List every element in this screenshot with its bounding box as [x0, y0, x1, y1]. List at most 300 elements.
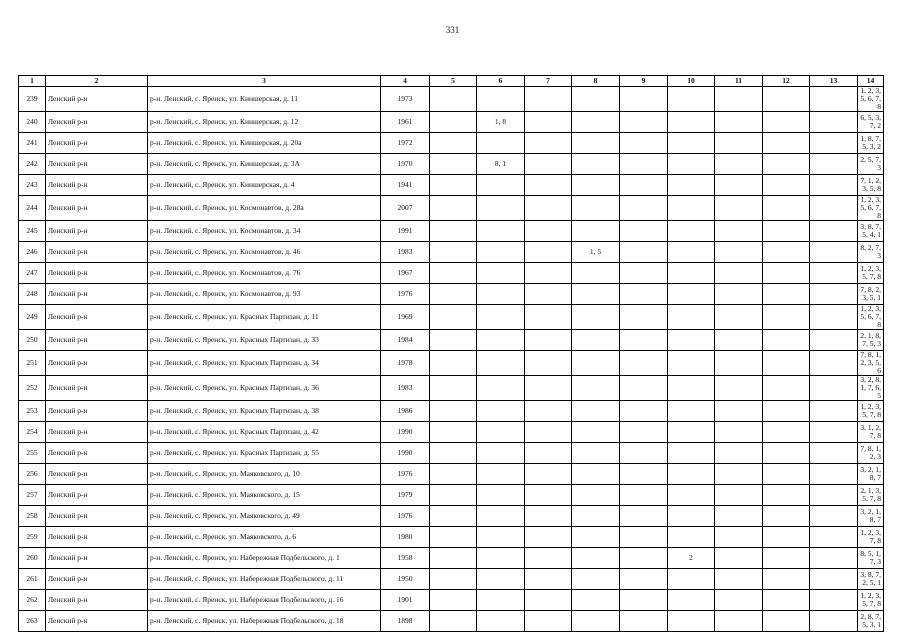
- district-cell: Ленский р-н: [46, 87, 148, 112]
- year-cell: 1941: [381, 175, 430, 196]
- col-5-cell: [430, 376, 477, 401]
- col-9-cell: [620, 263, 668, 284]
- address-cell: р-н. Ленский, с. Яренск, ул. Киншерская, д. 12: [148, 112, 381, 133]
- year-cell: 1973: [381, 87, 430, 112]
- col-14-cell: 7, 8, 1, 2, 3: [858, 443, 884, 464]
- col-6-cell: [477, 422, 525, 443]
- col-9-cell: [620, 196, 668, 221]
- col-7-cell: [525, 569, 572, 590]
- col-10-cell: [668, 376, 715, 401]
- col-10-cell: [668, 133, 715, 154]
- year-cell: 1958: [381, 548, 430, 569]
- col-14-cell: 3, 8, 7, 2, 5, 1: [858, 569, 884, 590]
- col-9-cell: [620, 284, 668, 305]
- address-cell: р-н. Ленский, с. Яренск, ул. Набережная Подбельского, д. 1: [148, 548, 381, 569]
- year-cell: 1980: [381, 527, 430, 548]
- col-9-cell: [620, 422, 668, 443]
- col-13-cell: [810, 305, 858, 330]
- table-row: [19, 154, 884, 175]
- address-cell: р-н. Ленский, с. Яренск, ул. Космонавтов, д. 46: [148, 242, 381, 263]
- col-9-cell: [620, 443, 668, 464]
- col-11-cell: [715, 485, 763, 506]
- col-8-cell: [572, 133, 620, 154]
- district-cell: Ленский р-н: [46, 133, 148, 154]
- column-header-8: 8: [572, 76, 620, 87]
- col-10-cell: [668, 422, 715, 443]
- district-cell: Ленский р-н: [46, 590, 148, 611]
- address-cell: р-н. Ленский, с. Яренск, ул. Красных Партизан, д. 33: [148, 330, 381, 351]
- col-10-cell: [668, 464, 715, 485]
- column-header-5: 5: [430, 76, 477, 87]
- col-10-cell: [668, 527, 715, 548]
- address-cell: р-н. Ленский, с. Яренск, ул. Красных Партизан, д. 11: [148, 305, 381, 330]
- col-10-cell: [668, 351, 715, 376]
- col-10-cell: [668, 401, 715, 422]
- col-12-cell: [763, 376, 810, 401]
- col-8-cell: [572, 221, 620, 242]
- district-cell: Ленский р-н: [46, 284, 148, 305]
- col-6-cell: 8, 1: [477, 154, 525, 175]
- col-6-cell: [477, 196, 525, 221]
- col-12-cell: [763, 401, 810, 422]
- table-row: [19, 527, 884, 548]
- address-cell: р-н. Ленский, с. Яренск, ул. Киншерская, д. 3А: [148, 154, 381, 175]
- col-8-cell: [572, 351, 620, 376]
- address-cell: р-н. Ленский, с. Яренск, ул. Красных Партизан, д. 55: [148, 443, 381, 464]
- col-9-cell: [620, 590, 668, 611]
- table-row: [19, 401, 884, 422]
- col-11-cell: [715, 284, 763, 305]
- col-12-cell: [763, 133, 810, 154]
- table-row: [19, 569, 884, 590]
- row-number-cell: 260: [19, 548, 46, 569]
- col-13-cell: [810, 330, 858, 351]
- col-7-cell: [525, 376, 572, 401]
- col-13-cell: [810, 133, 858, 154]
- row-number-cell: 249: [19, 305, 46, 330]
- col-9-cell: [620, 154, 668, 175]
- col-6-cell: [477, 305, 525, 330]
- col-7-cell: [525, 590, 572, 611]
- address-cell: р-н. Ленский, с. Яренск, ул. Набережная Подбельского, д. 16: [148, 590, 381, 611]
- row-number-cell: 255: [19, 443, 46, 464]
- district-cell: Ленский р-н: [46, 548, 148, 569]
- table-row: [19, 330, 884, 351]
- table-row: [19, 87, 884, 112]
- col-8-cell: [572, 464, 620, 485]
- col-13-cell: [810, 548, 858, 569]
- table-row: [19, 133, 884, 154]
- col-13-cell: [810, 569, 858, 590]
- col-13-cell: [810, 443, 858, 464]
- col-10-cell: [668, 242, 715, 263]
- col-8-cell: [572, 401, 620, 422]
- col-5-cell: [430, 112, 477, 133]
- col-12-cell: [763, 506, 810, 527]
- col-12-cell: [763, 242, 810, 263]
- col-8-cell: 1, 5: [572, 242, 620, 263]
- col-11-cell: [715, 263, 763, 284]
- address-cell: р-н. Ленский, с. Яренск, ул. Красных Партизан, д. 36: [148, 376, 381, 401]
- row-number-cell: 256: [19, 464, 46, 485]
- col-5-cell: [430, 351, 477, 376]
- col-5-cell: [430, 485, 477, 506]
- col-14-cell: 1, 2, 3, 5, 7, 8: [858, 590, 884, 611]
- col-5-cell: [430, 175, 477, 196]
- col-10-cell: [668, 112, 715, 133]
- col-13-cell: [810, 376, 858, 401]
- table-row: [19, 175, 884, 196]
- column-header-2: 2: [46, 76, 148, 87]
- col-14-cell: 1, 2, 3, 5, 7, 8: [858, 401, 884, 422]
- col-5-cell: [430, 401, 477, 422]
- col-13-cell: [810, 175, 858, 196]
- col-12-cell: [763, 284, 810, 305]
- col-8-cell: [572, 154, 620, 175]
- address-cell: р-н. Ленский, с. Яренск, ул. Киншерская, д. 11: [148, 87, 381, 112]
- col-5-cell: [430, 196, 477, 221]
- col-10-cell: [668, 443, 715, 464]
- address-cell: р-н. Ленский, с. Яренск, ул. Космонавтов, д. 34: [148, 221, 381, 242]
- col-9-cell: [620, 569, 668, 590]
- row-number-cell: 258: [19, 506, 46, 527]
- district-cell: Ленский р-н: [46, 263, 148, 284]
- year-cell: 1990: [381, 443, 430, 464]
- col-7-cell: [525, 221, 572, 242]
- year-cell: 1969: [381, 305, 430, 330]
- year-cell: 1990: [381, 422, 430, 443]
- col-13-cell: [810, 263, 858, 284]
- col-11-cell: [715, 221, 763, 242]
- district-cell: Ленский р-н: [46, 611, 148, 632]
- col-8-cell: [572, 87, 620, 112]
- district-cell: Ленский р-н: [46, 242, 148, 263]
- col-11-cell: [715, 242, 763, 263]
- col-6-cell: [477, 569, 525, 590]
- table-row: [19, 485, 884, 506]
- col-8-cell: [572, 611, 620, 632]
- col-9-cell: [620, 611, 668, 632]
- col-7-cell: [525, 443, 572, 464]
- col-8-cell: [572, 443, 620, 464]
- col-10-cell: [668, 175, 715, 196]
- col-11-cell: [715, 330, 763, 351]
- row-number-cell: 246: [19, 242, 46, 263]
- col-6-cell: [477, 175, 525, 196]
- district-cell: Ленский р-н: [46, 175, 148, 196]
- col-6-cell: 1, 8: [477, 112, 525, 133]
- col-8-cell: [572, 422, 620, 443]
- col-14-cell: 1, 2, 3, 5, 7, 8: [858, 263, 884, 284]
- col-12-cell: [763, 87, 810, 112]
- col-13-cell: [810, 351, 858, 376]
- col-11-cell: [715, 154, 763, 175]
- table-row: [19, 611, 884, 632]
- col-13-cell: [810, 284, 858, 305]
- table-row: [19, 305, 884, 330]
- col-7-cell: [525, 330, 572, 351]
- col-8-cell: [572, 175, 620, 196]
- col-7-cell: [525, 422, 572, 443]
- col-14-cell: 2, 1, 3, 5, 7, 8: [858, 485, 884, 506]
- year-cell: 1978: [381, 351, 430, 376]
- col-14-cell: 1, 2, 3, 7, 8: [858, 527, 884, 548]
- col-5-cell: [430, 221, 477, 242]
- col-12-cell: [763, 154, 810, 175]
- col-7-cell: [525, 242, 572, 263]
- column-header-14: 14: [858, 76, 884, 87]
- table-row: [19, 376, 884, 401]
- col-11-cell: [715, 376, 763, 401]
- column-header-1: 1: [19, 76, 46, 87]
- col-14-cell: 3, 2, 8, 1, 7, 6, 5: [858, 376, 884, 401]
- col-7-cell: [525, 527, 572, 548]
- address-cell: р-н. Ленский, с. Яренск, ул. Космонавтов, д. 76: [148, 263, 381, 284]
- district-cell: Ленский р-н: [46, 401, 148, 422]
- col-11-cell: [715, 443, 763, 464]
- col-6-cell: [477, 401, 525, 422]
- col-9-cell: [620, 133, 668, 154]
- col-12-cell: [763, 175, 810, 196]
- col-14-cell: 2, 8, 7, 5, 3, 1: [858, 611, 884, 632]
- col-6-cell: [477, 133, 525, 154]
- address-cell: р-н. Ленский, с. Яренск, ул. Маяковского, д. 10: [148, 464, 381, 485]
- col-11-cell: [715, 548, 763, 569]
- col-8-cell: [572, 485, 620, 506]
- address-cell: р-н. Ленский, с. Яренск, ул. Набережная Подбельского, д. 11: [148, 569, 381, 590]
- address-cell: р-н. Ленский, с. Яренск, ул. Космонавтов, д. 28а: [148, 196, 381, 221]
- col-10-cell: [668, 305, 715, 330]
- col-14-cell: 1, 2, 3, 5, 6, 7, 8: [858, 305, 884, 330]
- district-cell: Ленский р-н: [46, 485, 148, 506]
- col-5-cell: [430, 154, 477, 175]
- table-row: [19, 284, 884, 305]
- col-13-cell: [810, 506, 858, 527]
- col-11-cell: [715, 527, 763, 548]
- col-11-cell: [715, 422, 763, 443]
- district-cell: Ленский р-н: [46, 569, 148, 590]
- col-12-cell: [763, 196, 810, 221]
- col-14-cell: 8, 2, 7, 3: [858, 242, 884, 263]
- row-number-cell: 248: [19, 284, 46, 305]
- col-6-cell: [477, 263, 525, 284]
- column-header-6: 6: [477, 76, 525, 87]
- address-cell: р-н. Ленский, с. Яренск, ул. Маяковского, д. 6: [148, 527, 381, 548]
- address-cell: р-н. Ленский, с. Яренск, ул. Маяковского, д. 15: [148, 485, 381, 506]
- year-cell: 1986: [381, 401, 430, 422]
- table-row: [19, 351, 884, 376]
- col-6-cell: [477, 330, 525, 351]
- col-12-cell: [763, 112, 810, 133]
- row-number-cell: 243: [19, 175, 46, 196]
- table-row: [19, 242, 884, 263]
- col-5-cell: [430, 305, 477, 330]
- table-row: [19, 590, 884, 611]
- col-13-cell: [810, 485, 858, 506]
- col-12-cell: [763, 351, 810, 376]
- col-14-cell: 1, 8, 7, 5, 3, 2: [858, 133, 884, 154]
- district-cell: Ленский р-н: [46, 422, 148, 443]
- col-5-cell: [430, 590, 477, 611]
- table-row: [19, 221, 884, 242]
- col-9-cell: [620, 242, 668, 263]
- col-6-cell: [477, 221, 525, 242]
- col-11-cell: [715, 569, 763, 590]
- col-14-cell: 7, 8, 1, 2, 3, 5, 6: [858, 351, 884, 376]
- row-number-cell: 244: [19, 196, 46, 221]
- col-5-cell: [430, 569, 477, 590]
- col-11-cell: [715, 401, 763, 422]
- col-6-cell: [477, 548, 525, 569]
- district-cell: Ленский р-н: [46, 506, 148, 527]
- col-7-cell: [525, 154, 572, 175]
- col-12-cell: [763, 221, 810, 242]
- col-9-cell: [620, 175, 668, 196]
- col-11-cell: [715, 464, 763, 485]
- col-11-cell: [715, 351, 763, 376]
- address-cell: р-н. Ленский, с. Яренск, ул. Киншерская, д. 4: [148, 175, 381, 196]
- col-9-cell: [620, 221, 668, 242]
- col-7-cell: [525, 175, 572, 196]
- district-cell: Ленский р-н: [46, 221, 148, 242]
- year-cell: 1950: [381, 569, 430, 590]
- col-8-cell: [572, 112, 620, 133]
- col-10-cell: [668, 506, 715, 527]
- col-11-cell: [715, 87, 763, 112]
- col-12-cell: [763, 464, 810, 485]
- row-number-cell: 254: [19, 422, 46, 443]
- year-cell: 1898: [381, 611, 430, 632]
- year-cell: 1901: [381, 590, 430, 611]
- col-13-cell: [810, 112, 858, 133]
- col-14-cell: 3, 2, 1, 8, 7: [858, 464, 884, 485]
- col-13-cell: [810, 87, 858, 112]
- col-12-cell: [763, 263, 810, 284]
- col-8-cell: [572, 330, 620, 351]
- col-7-cell: [525, 87, 572, 112]
- table-row: [19, 196, 884, 221]
- col-7-cell: [525, 464, 572, 485]
- col-9-cell: [620, 87, 668, 112]
- col-7-cell: [525, 401, 572, 422]
- col-6-cell: [477, 443, 525, 464]
- district-cell: Ленский р-н: [46, 305, 148, 330]
- row-number-cell: 250: [19, 330, 46, 351]
- col-9-cell: [620, 506, 668, 527]
- year-cell: 1961: [381, 112, 430, 133]
- col-5-cell: [430, 422, 477, 443]
- header-row: [19, 76, 884, 87]
- district-cell: Ленский р-н: [46, 527, 148, 548]
- col-5-cell: [430, 87, 477, 112]
- address-cell: р-н. Ленский, с. Яренск, ул. Красных Партизан, д. 42: [148, 422, 381, 443]
- col-6-cell: [477, 590, 525, 611]
- table-row: [19, 464, 884, 485]
- col-7-cell: [525, 611, 572, 632]
- table-row: [19, 263, 884, 284]
- col-12-cell: [763, 422, 810, 443]
- col-11-cell: [715, 506, 763, 527]
- col-14-cell: 3, 8, 7, 5, 4, 1: [858, 221, 884, 242]
- col-7-cell: [525, 112, 572, 133]
- col-11-cell: [715, 611, 763, 632]
- col-7-cell: [525, 485, 572, 506]
- col-14-cell: 2, 5, 7, 3: [858, 154, 884, 175]
- col-5-cell: [430, 506, 477, 527]
- col-14-cell: 8, 5, 1, 7, 3: [858, 548, 884, 569]
- col-6-cell: [477, 87, 525, 112]
- col-7-cell: [525, 506, 572, 527]
- col-8-cell: [572, 284, 620, 305]
- col-13-cell: [810, 590, 858, 611]
- col-14-cell: 3, 2, 1, 8, 7: [858, 506, 884, 527]
- col-9-cell: [620, 351, 668, 376]
- col-9-cell: [620, 112, 668, 133]
- row-number-cell: 259: [19, 527, 46, 548]
- col-7-cell: [525, 133, 572, 154]
- row-number-cell: 263: [19, 611, 46, 632]
- district-cell: Ленский р-н: [46, 376, 148, 401]
- col-6-cell: [477, 464, 525, 485]
- col-14-cell: 3, 1, 2, 7, 8: [858, 422, 884, 443]
- district-cell: Ленский р-н: [46, 464, 148, 485]
- col-6-cell: [477, 527, 525, 548]
- col-12-cell: [763, 485, 810, 506]
- col-11-cell: [715, 305, 763, 330]
- district-cell: Ленский р-н: [46, 330, 148, 351]
- district-cell: Ленский р-н: [46, 112, 148, 133]
- col-5-cell: [430, 443, 477, 464]
- col-13-cell: [810, 611, 858, 632]
- row-number-cell: 261: [19, 569, 46, 590]
- col-5-cell: [430, 133, 477, 154]
- col-7-cell: [525, 284, 572, 305]
- address-cell: р-н. Ленский, с. Яренск, ул. Красных Партизан, д. 38: [148, 401, 381, 422]
- col-13-cell: [810, 422, 858, 443]
- col-8-cell: [572, 196, 620, 221]
- row-number-cell: 239: [19, 87, 46, 112]
- col-9-cell: [620, 330, 668, 351]
- year-cell: 1967: [381, 263, 430, 284]
- year-cell: 1979: [381, 485, 430, 506]
- col-14-cell: 2, 1, 8, 7, 5, 3: [858, 330, 884, 351]
- table-row: [19, 506, 884, 527]
- col-9-cell: [620, 527, 668, 548]
- col-10-cell: [668, 221, 715, 242]
- col-7-cell: [525, 263, 572, 284]
- column-header-11: 11: [715, 76, 763, 87]
- col-6-cell: [477, 485, 525, 506]
- col-6-cell: [477, 611, 525, 632]
- col-10-cell: [668, 263, 715, 284]
- col-7-cell: [525, 548, 572, 569]
- district-cell: Ленский р-н: [46, 196, 148, 221]
- col-13-cell: [810, 221, 858, 242]
- col-8-cell: [572, 590, 620, 611]
- district-cell: Ленский р-н: [46, 443, 148, 464]
- col-8-cell: [572, 506, 620, 527]
- row-number-cell: 241: [19, 133, 46, 154]
- col-10-cell: [668, 330, 715, 351]
- row-number-cell: 251: [19, 351, 46, 376]
- col-7-cell: [525, 305, 572, 330]
- col-5-cell: [430, 464, 477, 485]
- col-8-cell: [572, 569, 620, 590]
- year-cell: 1976: [381, 284, 430, 305]
- table-row: [19, 422, 884, 443]
- table-row: [19, 443, 884, 464]
- address-cell: р-н. Ленский, с. Яренск, ул. Киншерская, д. 20а: [148, 133, 381, 154]
